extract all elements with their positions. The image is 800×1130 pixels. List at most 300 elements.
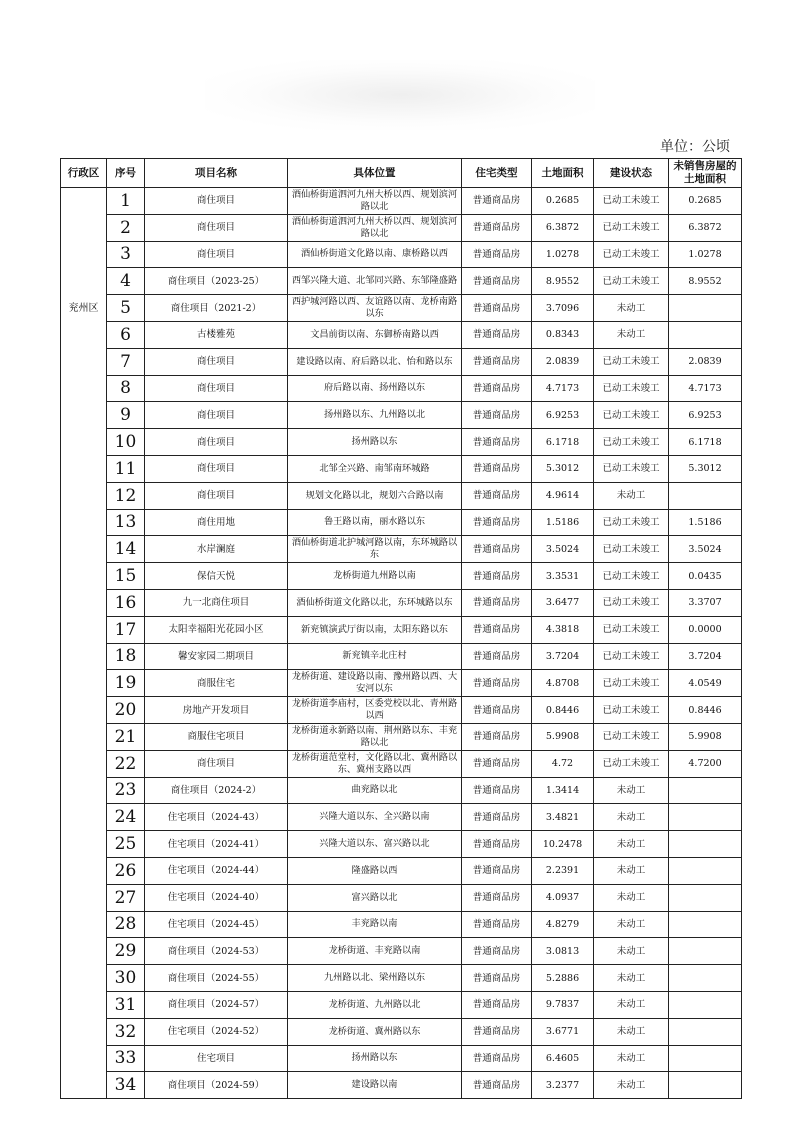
district-cell — [61, 616, 107, 643]
district-cell — [61, 1045, 107, 1072]
table-row — [61, 777, 742, 804]
construction-status: 未动工 — [594, 965, 669, 992]
land-area: 1.5186 — [532, 509, 594, 536]
land-area: 4.9614 — [532, 482, 594, 509]
land-area: 3.6771 — [532, 1018, 594, 1045]
district-cell — [61, 697, 107, 724]
unsold-area — [669, 991, 742, 1018]
construction-status: 已动工未竣工 — [594, 429, 669, 456]
construction-status: 未动工 — [594, 321, 669, 348]
row-number: 16 — [107, 589, 145, 616]
housing-type: 普通商品房 — [462, 643, 532, 670]
table-row — [61, 295, 742, 322]
unsold-area — [669, 777, 742, 804]
project-name: 商住项目 — [145, 241, 288, 268]
land-area: 4.3818 — [532, 616, 594, 643]
table-row — [61, 1018, 742, 1045]
land-area: 8.9552 — [532, 268, 594, 295]
table-row — [61, 402, 742, 429]
location: 酒仙桥街道文化路以北，东环城路以东 — [288, 589, 462, 616]
housing-type: 普通商品房 — [462, 938, 532, 965]
district-cell — [61, 188, 107, 215]
project-name: 太阳幸福阳光花园小区 — [145, 616, 288, 643]
table-row — [61, 321, 742, 348]
row-number: 28 — [107, 911, 145, 938]
project-name: 房地产开发项目 — [145, 697, 288, 724]
unsold-area: 1.5186 — [669, 509, 742, 536]
housing-type: 普通商品房 — [462, 295, 532, 322]
project-name: 古楼雅苑 — [145, 321, 288, 348]
district-cell — [61, 375, 107, 402]
construction-status: 已动工未竣工 — [594, 643, 669, 670]
construction-status: 已动工未竣工 — [594, 723, 669, 750]
row-number: 22 — [107, 750, 145, 777]
housing-type: 普通商品房 — [462, 268, 532, 295]
construction-status: 已动工未竣工 — [594, 509, 669, 536]
row-number: 18 — [107, 643, 145, 670]
housing-type: 普通商品房 — [462, 375, 532, 402]
table-row — [61, 375, 742, 402]
unsold-area: 5.9908 — [669, 723, 742, 750]
project-name: 保信天悦 — [145, 563, 288, 590]
district-cell — [61, 884, 107, 911]
housing-type: 普通商品房 — [462, 589, 532, 616]
table-row — [61, 991, 742, 1018]
project-name: 商住项目 — [145, 482, 288, 509]
land-area: 4.8708 — [532, 670, 594, 697]
project-name: 商住项目 — [145, 375, 288, 402]
project-name: 商住用地 — [145, 509, 288, 536]
district-cell — [61, 268, 107, 295]
table-row — [61, 804, 742, 831]
housing-type: 普通商品房 — [462, 241, 532, 268]
district-cell — [61, 1018, 107, 1045]
location: 兴隆大道以东、全兴路以南 — [288, 804, 462, 831]
district-cell — [61, 321, 107, 348]
location: 鲁王路以南，丽水路以东 — [288, 509, 462, 536]
unsold-area: 0.8446 — [669, 697, 742, 724]
unsold-area: 3.5024 — [669, 536, 742, 563]
land-area: 3.5024 — [532, 536, 594, 563]
location: 龙桥街道、冀州路以东 — [288, 1018, 462, 1045]
construction-status: 未动工 — [594, 991, 669, 1018]
construction-status: 未动工 — [594, 1045, 669, 1072]
project-name: 商住项目 — [145, 750, 288, 777]
row-number: 12 — [107, 482, 145, 509]
district-cell — [61, 643, 107, 670]
unsold-area: 4.7200 — [669, 750, 742, 777]
row-number: 7 — [107, 348, 145, 375]
unit-label: 单位：公顷 — [660, 139, 730, 155]
header-row — [61, 159, 742, 188]
row-number: 3 — [107, 241, 145, 268]
row-number: 34 — [107, 1072, 145, 1099]
housing-type: 普通商品房 — [462, 321, 532, 348]
row-number: 26 — [107, 857, 145, 884]
district-cell: 兖州区 — [61, 295, 107, 322]
housing-type: 普通商品房 — [462, 1072, 532, 1099]
housing-type: 普通商品房 — [462, 348, 532, 375]
district-cell — [61, 429, 107, 456]
row-number: 24 — [107, 804, 145, 831]
construction-status: 已动工未竣工 — [594, 214, 669, 241]
location: 西护城河路以西、友谊路以南、龙桥南路以东 — [288, 295, 462, 322]
land-area: 9.7837 — [532, 991, 594, 1018]
unsold-area — [669, 857, 742, 884]
land-area: 6.4605 — [532, 1045, 594, 1072]
row-number: 33 — [107, 1045, 145, 1072]
table-row — [61, 831, 742, 858]
land-area: 10.2478 — [532, 831, 594, 858]
district-cell — [61, 402, 107, 429]
construction-status: 未动工 — [594, 938, 669, 965]
unsold-area: 3.3707 — [669, 589, 742, 616]
land-area: 0.2685 — [532, 188, 594, 215]
construction-status: 未动工 — [594, 482, 669, 509]
housing-type: 普通商品房 — [462, 991, 532, 1018]
table-row — [61, 509, 742, 536]
construction-status: 已动工未竣工 — [594, 375, 669, 402]
unsold-area: 6.3872 — [669, 214, 742, 241]
district-cell — [61, 777, 107, 804]
district-cell — [61, 214, 107, 241]
location: 西邹兴隆大道、北邹同兴路、东邹隆盛路 — [288, 268, 462, 295]
table-row — [61, 429, 742, 456]
project-name: 商住项目（2023-25） — [145, 268, 288, 295]
row-number: 31 — [107, 991, 145, 1018]
unsold-area — [669, 911, 742, 938]
construction-status: 未动工 — [594, 831, 669, 858]
district-cell — [61, 723, 107, 750]
housing-type: 普通商品房 — [462, 857, 532, 884]
district-cell — [61, 965, 107, 992]
table-row — [61, 857, 742, 884]
table-row — [61, 188, 742, 215]
table-row — [61, 750, 742, 777]
project-name: 住宅项目（2024-52） — [145, 1018, 288, 1045]
project-name: 住宅项目（2024-41） — [145, 831, 288, 858]
construction-status: 未动工 — [594, 857, 669, 884]
land-area: 6.1718 — [532, 429, 594, 456]
construction-status: 未动工 — [594, 1072, 669, 1099]
row-number: 23 — [107, 777, 145, 804]
construction-status: 未动工 — [594, 777, 669, 804]
land-area: 1.0278 — [532, 241, 594, 268]
project-name: 住宅项目（2024-45） — [145, 911, 288, 938]
table-row — [61, 670, 742, 697]
unsold-area — [669, 1072, 742, 1099]
project-name: 住宅项目（2024-43） — [145, 804, 288, 831]
district-cell — [61, 348, 107, 375]
location: 龙桥街道、九州路以北 — [288, 991, 462, 1018]
unsold-area: 0.0435 — [669, 563, 742, 590]
project-name: 商服住宅 — [145, 670, 288, 697]
unsold-area — [669, 1045, 742, 1072]
unsold-area: 8.9552 — [669, 268, 742, 295]
location: 扬州路以东 — [288, 1045, 462, 1072]
housing-type: 普通商品房 — [462, 1045, 532, 1072]
table-row — [61, 723, 742, 750]
unsold-area — [669, 482, 742, 509]
housing-type: 普通商品房 — [462, 750, 532, 777]
location: 隆盛路以西 — [288, 857, 462, 884]
housing-type: 普通商品房 — [462, 429, 532, 456]
project-name: 商住项目（2024-53） — [145, 938, 288, 965]
project-name: 商住项目 — [145, 402, 288, 429]
unsold-area — [669, 321, 742, 348]
header-area: 土地面积 — [532, 159, 594, 188]
land-area: 3.7204 — [532, 643, 594, 670]
table-row — [61, 214, 742, 241]
table-row — [61, 563, 742, 590]
district-cell — [61, 509, 107, 536]
table-row — [61, 697, 742, 724]
housing-type: 普通商品房 — [462, 188, 532, 215]
project-name: 水岸澜庭 — [145, 536, 288, 563]
location: 规划文化路以北，规划六合路以南 — [288, 482, 462, 509]
unsold-area: 2.0839 — [669, 348, 742, 375]
row-number: 14 — [107, 536, 145, 563]
unsold-area — [669, 938, 742, 965]
table-row — [61, 616, 742, 643]
row-number: 1 — [107, 188, 145, 215]
table-row — [61, 268, 742, 295]
location: 龙桥街道永新路以南、荆州路以东、丰兖路以北 — [288, 723, 462, 750]
unsold-area: 1.0278 — [669, 241, 742, 268]
district-cell — [61, 991, 107, 1018]
header-type: 住宅类型 — [462, 159, 532, 188]
housing-type: 普通商品房 — [462, 214, 532, 241]
land-area: 5.2886 — [532, 965, 594, 992]
land-area: 1.3414 — [532, 777, 594, 804]
construction-status: 已动工未竣工 — [594, 402, 669, 429]
table-row — [61, 536, 742, 563]
unsold-area: 4.7173 — [669, 375, 742, 402]
construction-status: 未动工 — [594, 295, 669, 322]
land-area: 2.0839 — [532, 348, 594, 375]
housing-type: 普通商品房 — [462, 616, 532, 643]
construction-status: 未动工 — [594, 911, 669, 938]
project-name: 住宅项目（2024-40） — [145, 884, 288, 911]
unsold-area — [669, 295, 742, 322]
row-number: 9 — [107, 402, 145, 429]
location: 曲兖路以北 — [288, 777, 462, 804]
district-cell — [61, 857, 107, 884]
location: 富兴路以北 — [288, 884, 462, 911]
housing-type: 普通商品房 — [462, 509, 532, 536]
land-area: 3.3531 — [532, 563, 594, 590]
table-row — [61, 911, 742, 938]
project-name: 商住项目 — [145, 455, 288, 482]
construction-status: 已动工未竣工 — [594, 188, 669, 215]
land-area: 3.7096 — [532, 295, 594, 322]
district-cell — [61, 831, 107, 858]
housing-type: 普通商品房 — [462, 563, 532, 590]
unsold-area — [669, 804, 742, 831]
district-cell — [61, 455, 107, 482]
location: 龙桥街道九州路以南 — [288, 563, 462, 590]
district-cell — [61, 804, 107, 831]
row-number: 6 — [107, 321, 145, 348]
header-unsold: 未销售房屋的土地面积 — [669, 159, 742, 188]
housing-type: 普通商品房 — [462, 536, 532, 563]
location: 龙桥街道范堂村，文化路以北、冀州路以东、冀州支路以西 — [288, 750, 462, 777]
project-name: 商住项目（2024-57） — [145, 991, 288, 1018]
project-name: 商住项目 — [145, 348, 288, 375]
land-area: 4.72 — [532, 750, 594, 777]
table-row — [61, 965, 742, 992]
unsold-area: 0.0000 — [669, 616, 742, 643]
table-row — [61, 348, 742, 375]
table-row — [61, 1045, 742, 1072]
construction-status: 未动工 — [594, 804, 669, 831]
row-number: 21 — [107, 723, 145, 750]
project-name: 商住项目 — [145, 214, 288, 241]
location: 兴隆大道以东、富兴路以北 — [288, 831, 462, 858]
district-cell — [61, 670, 107, 697]
header-location: 具体位置 — [288, 159, 462, 188]
table-row — [61, 589, 742, 616]
row-number: 19 — [107, 670, 145, 697]
project-name: 商住项目（2024-59） — [145, 1072, 288, 1099]
row-number: 29 — [107, 938, 145, 965]
header-status: 建设状态 — [594, 159, 669, 188]
land-area: 3.6477 — [532, 589, 594, 616]
district-cell — [61, 938, 107, 965]
location: 新兖镇演武厅街以南，太阳东路以东 — [288, 616, 462, 643]
row-number: 17 — [107, 616, 145, 643]
construction-status: 已动工未竣工 — [594, 536, 669, 563]
housing-type: 普通商品房 — [462, 723, 532, 750]
land-area: 0.8446 — [532, 697, 594, 724]
unsold-area: 5.3012 — [669, 455, 742, 482]
construction-status: 已动工未竣工 — [594, 563, 669, 590]
row-number: 4 — [107, 268, 145, 295]
location: 九州路以北、梁州路以东 — [288, 965, 462, 992]
header-no: 序号 — [107, 159, 145, 188]
construction-status: 已动工未竣工 — [594, 268, 669, 295]
land-area: 4.8279 — [532, 911, 594, 938]
housing-type: 普通商品房 — [462, 1018, 532, 1045]
location: 龙桥街道李庙村，区委党校以北、青州路以西 — [288, 697, 462, 724]
district-cell — [61, 1072, 107, 1099]
row-number: 32 — [107, 1018, 145, 1045]
construction-status: 已动工未竣工 — [594, 750, 669, 777]
construction-status: 已动工未竣工 — [594, 348, 669, 375]
housing-type: 普通商品房 — [462, 777, 532, 804]
construction-status: 已动工未竣工 — [594, 241, 669, 268]
table-row — [61, 938, 742, 965]
construction-status: 已动工未竣工 — [594, 455, 669, 482]
housing-type: 普通商品房 — [462, 697, 532, 724]
housing-type: 普通商品房 — [462, 402, 532, 429]
district-cell — [61, 536, 107, 563]
location: 酒仙桥街道北护城河路以南，东环城路以东 — [288, 536, 462, 563]
row-number: 20 — [107, 697, 145, 724]
unsold-area — [669, 965, 742, 992]
table-row — [61, 241, 742, 268]
housing-type: 普通商品房 — [462, 670, 532, 697]
unsold-area: 4.0549 — [669, 670, 742, 697]
row-number: 5 — [107, 295, 145, 322]
table-row — [61, 482, 742, 509]
unsold-area — [669, 831, 742, 858]
unsold-area: 6.9253 — [669, 402, 742, 429]
land-area: 3.2377 — [532, 1072, 594, 1099]
table-row — [61, 884, 742, 911]
land-area: 4.0937 — [532, 884, 594, 911]
construction-status: 已动工未竣工 — [594, 670, 669, 697]
location: 扬州路以东 — [288, 429, 462, 456]
row-number: 10 — [107, 429, 145, 456]
row-number: 8 — [107, 375, 145, 402]
housing-type: 普通商品房 — [462, 911, 532, 938]
unsold-area: 0.2685 — [669, 188, 742, 215]
location: 龙桥街道、丰兖路以南 — [288, 938, 462, 965]
row-number: 13 — [107, 509, 145, 536]
land-area: 6.3872 — [532, 214, 594, 241]
header-name: 项目名称 — [145, 159, 288, 188]
location: 丰兖路以南 — [288, 911, 462, 938]
table-row — [61, 1072, 742, 1099]
land-area: 3.4821 — [532, 804, 594, 831]
project-name: 商服住宅项目 — [145, 723, 288, 750]
row-number: 15 — [107, 563, 145, 590]
location: 扬州路以东、九州路以北 — [288, 402, 462, 429]
project-name: 商住项目（2021-2） — [145, 295, 288, 322]
row-number: 25 — [107, 831, 145, 858]
land-area: 5.3012 — [532, 455, 594, 482]
location: 府后路以南、扬州路以东 — [288, 375, 462, 402]
land-area: 0.8343 — [532, 321, 594, 348]
land-area: 6.9253 — [532, 402, 594, 429]
header-district: 行政区 — [61, 159, 107, 188]
housing-type: 普通商品房 — [462, 965, 532, 992]
unsold-area — [669, 884, 742, 911]
unsold-area: 3.7204 — [669, 643, 742, 670]
district-cell — [61, 563, 107, 590]
housing-type: 普通商品房 — [462, 455, 532, 482]
construction-status: 已动工未竣工 — [594, 697, 669, 724]
location: 酒仙桥街道文化路以南、康桥路以西 — [288, 241, 462, 268]
project-name: 住宅项目 — [145, 1045, 288, 1072]
project-name: 馨安家园二期项目 — [145, 643, 288, 670]
housing-type: 普通商品房 — [462, 884, 532, 911]
district-cell — [61, 911, 107, 938]
construction-status: 未动工 — [594, 1018, 669, 1045]
project-name: 住宅项目（2024-44） — [145, 857, 288, 884]
district-cell — [61, 482, 107, 509]
housing-type: 普通商品房 — [462, 831, 532, 858]
unsold-area — [669, 1018, 742, 1045]
location: 新兖镇辛北庄村 — [288, 643, 462, 670]
land-area: 3.0813 — [532, 938, 594, 965]
blurred-title-area — [205, 60, 595, 130]
row-number: 11 — [107, 455, 145, 482]
location: 建设路以南、府后路以北、怡和路以东 — [288, 348, 462, 375]
location: 酒仙桥街道泗河九州大桥以西、规划滨河路以北 — [288, 214, 462, 241]
table-row — [61, 643, 742, 670]
row-number: 2 — [107, 214, 145, 241]
land-area: 4.7173 — [532, 375, 594, 402]
location: 龙桥街道、建设路以南、豫州路以西、大安河以东 — [288, 670, 462, 697]
construction-status: 未动工 — [594, 884, 669, 911]
district-cell — [61, 241, 107, 268]
project-name: 商住项目 — [145, 429, 288, 456]
location: 北邹全兴路、南邹南环城路 — [288, 455, 462, 482]
district-cell — [61, 589, 107, 616]
unsold-area: 6.1718 — [669, 429, 742, 456]
